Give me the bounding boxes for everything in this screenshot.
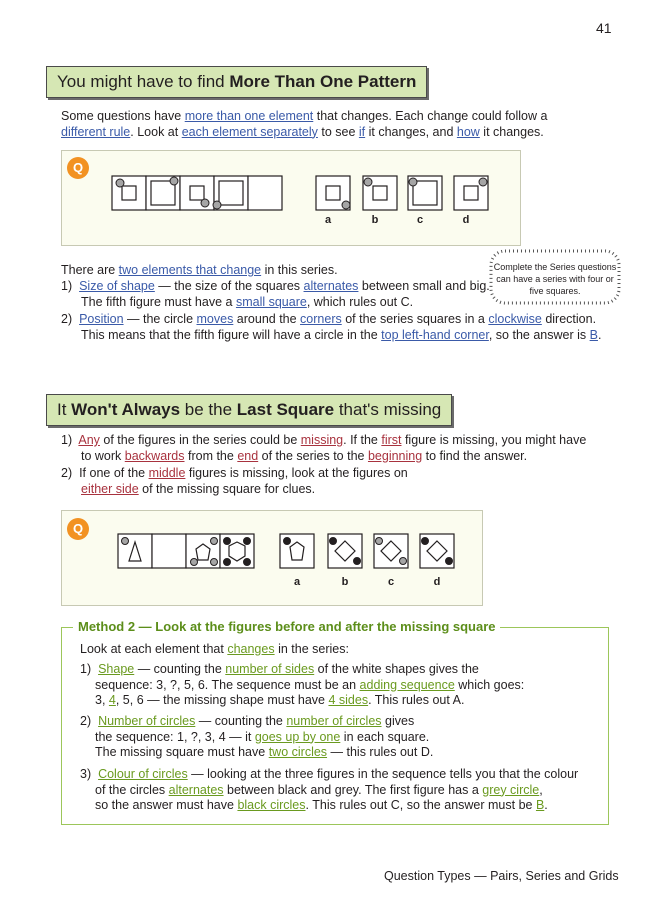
page-number: 41: [596, 20, 612, 36]
method-intro: Look at each element that changes in the series:: [80, 642, 349, 656]
answer-intro: There are two elements that change in this series.: [61, 263, 338, 277]
question-badge-2: Q: [67, 518, 89, 540]
series1-circle-3: [201, 199, 209, 207]
series-figures-2: [110, 530, 460, 574]
series1-circle-1: [116, 179, 124, 187]
option1-label-a: a: [324, 214, 332, 226]
method-title: Method 2 — Look at the figures before and after the missing square: [74, 619, 500, 634]
note-bubble: Complete the Series questions can have a series with four or five squares.: [493, 262, 617, 296]
section1-intro: Some questions have more than one element that changes. Each change could follow a different rule. Look at each element separately to see if it changes, and how it changes.: [61, 109, 548, 139]
option2-label-a: a: [293, 576, 301, 588]
option2-label-b: b: [341, 576, 349, 588]
question-badge-1: Q: [67, 157, 89, 179]
series-figures-1: [108, 170, 508, 220]
section1-heading: You might have to find More Than One Pattern: [46, 66, 427, 98]
series1-cell-5-missing: [248, 176, 282, 210]
method-step-1: 1) Shape — counting the number of sides of the white shapes gives the sequence: 3, ?, 5, 6. The sequence must be an adding sequence which goes: 3, 4, 5, 6 — the missing shape must have 4 sides. This rules out A.: [80, 662, 525, 707]
footer: Question Types — Pairs, Series and Grids: [384, 869, 619, 883]
method-step-3: 3) Colour of circles — looking at the three figures in the sequence tells you that the colour of the circles alternates between black and grey. The first figure has a grey circle, so the answer must have black circles. This rules out C, so the answer must be B.: [80, 767, 579, 812]
series1-circle-2: [170, 177, 178, 185]
explanation-2: 2) Position — the circle moves around the corners of the series squares in a clockwise direction. This means that the fifth figure will have a circle in the top left-hand corner, so the answer is B.: [61, 312, 602, 342]
method-step-2: 2) Number of circles — counting the number of circles gives the sequence: 1, ?, 3, 4 — it goes up by one in each square. The missing square must have two circles — this rules out D.: [80, 714, 434, 759]
series1-circle-4: [213, 201, 221, 209]
option1-label-c: c: [416, 214, 424, 226]
explanation-1: 1) Size of shape — the size of the squares alternates between small and big. The fifth figure must have a small square, which rules out C.: [61, 279, 490, 309]
option1-label-d: d: [462, 214, 470, 226]
series2-cell-2-missing: [152, 534, 186, 568]
section2-heading: It Won't Always be the Last Square that's missing: [46, 394, 452, 426]
option2-label-d: d: [433, 576, 441, 588]
section2-point-2: 2) If one of the middle figures is missing, look at the figures on either side of the missing square for clues.: [61, 466, 408, 496]
option1-label-b: b: [371, 214, 379, 226]
section2-point-1: 1) Any of the figures in the series could be missing. If the first figure is missing, you might have to work backwards from the end of the series to the beginning to find the answer.: [61, 433, 587, 463]
option2-label-c: c: [387, 576, 395, 588]
